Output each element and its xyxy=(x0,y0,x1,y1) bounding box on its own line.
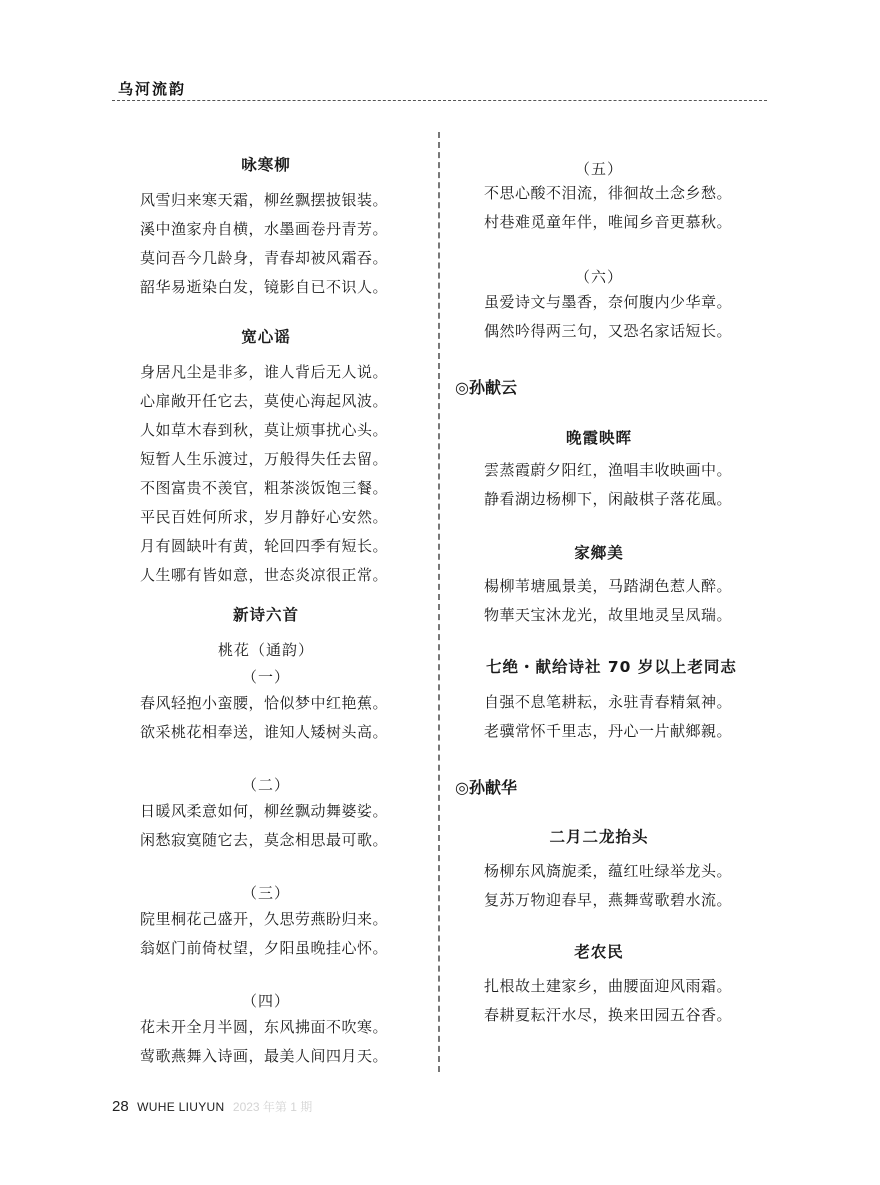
part-label: （一） xyxy=(241,668,290,686)
poem-line: 人如草木春到秋，莫让烦事扰心头。 xyxy=(140,421,389,439)
part-label: （五） xyxy=(574,160,623,178)
poem-line: 老骥常怀千里志，丹心一片献鄉親。 xyxy=(484,722,733,740)
magazine-name: WUHE LIUYUN xyxy=(137,1100,225,1114)
part-label: （六） xyxy=(574,268,623,286)
poem-body xyxy=(140,1013,392,1071)
poem-line: 闲愁寂寞随它去，莫念相思最可歌。 xyxy=(140,831,389,849)
poem-line: 莺歌燕舞入诗画，最美人间四月天。 xyxy=(140,1047,389,1065)
author-name: ◎孙献云 xyxy=(455,378,517,397)
poem-body xyxy=(140,689,392,747)
poem-title: 老农民 xyxy=(574,943,624,961)
author-name: ◎孙献华 xyxy=(455,778,517,797)
poem-line: 日暖风柔意如何，柳丝飘动舞婆娑。 xyxy=(140,802,389,820)
poem-line: 春风轻抱小蛮腰，恰似梦中红艳蕉。 xyxy=(140,694,389,712)
part-label: （三） xyxy=(241,884,290,902)
part-label: （四） xyxy=(241,992,290,1010)
column-divider xyxy=(438,132,440,1072)
poem-body xyxy=(484,972,784,1030)
page-number: 28 xyxy=(112,1098,129,1115)
poem-line: 院里桐花己盛开，久思劳燕盼归来。 xyxy=(140,910,389,928)
poem-body xyxy=(140,797,392,855)
poem-line: 不思心酸不泪流，徘徊故土念乡愁。 xyxy=(484,184,733,202)
poem-line: 楊柳苇塘風景美，马踏湖色惹人醉。 xyxy=(484,577,733,595)
poem-body xyxy=(484,456,784,514)
poem-line: 月有圆缺叶有黄，轮回四季有短长。 xyxy=(140,537,389,555)
part-label: （二） xyxy=(241,776,290,794)
poem-line: 虽爱诗文与墨香，奈何腹内少华章。 xyxy=(484,293,733,311)
poem-line: 短暂人生乐渡过，万般得失任去留。 xyxy=(140,450,389,468)
poem-title: 二月二龙抬头 xyxy=(549,828,649,846)
poem-title: 新诗六首 xyxy=(232,606,299,624)
poem-line: 复苏万物迎春早，燕舞莺歌碧水流。 xyxy=(484,891,733,909)
poem-line: 欲采桃花相奉送，谁知人矮树头高。 xyxy=(140,723,389,741)
poem-line: 物華天宝沐龙光，故里地灵呈凤瑞。 xyxy=(484,606,733,624)
poem-title: 家鄉美 xyxy=(574,544,624,562)
poem-body xyxy=(484,572,784,630)
poem-line: 莫问吾今几龄身，青春却被风霜吞。 xyxy=(140,249,389,267)
page-header-title: 乌河流韵 xyxy=(118,80,187,98)
poem-line: 翁妪门前倚杖望，夕阳虽晚挂心怀。 xyxy=(140,939,389,957)
issue-label: 2023 年第 1 期 xyxy=(232,1100,313,1114)
poem-body xyxy=(140,905,392,963)
poem-line: 雲蒸霞蔚夕阳红，渔唱丰收映画中。 xyxy=(484,461,733,479)
poem-line: 自强不息笔耕耘，永驻青春精氣神。 xyxy=(484,693,733,711)
poem-title: 七绝・献给诗社 70 岁以上老同志 xyxy=(486,658,737,676)
poem-title: 咏寒柳 xyxy=(241,156,291,174)
poem-line: 杨柳东风旖旎柔，蕴红吐绿举龙头。 xyxy=(484,862,733,880)
poem-line: 溪中渔家舟自横，水墨画卷丹青芳。 xyxy=(140,220,389,238)
poem-line: 身居凡尘是非多，谁人背后无人说。 xyxy=(140,363,389,381)
poem-body xyxy=(140,358,392,590)
poem-line: 风雪归来寒天霜，柳丝飘摆披银装。 xyxy=(140,191,389,209)
poem-line: 扎根故土建家乡，曲腰面迎风雨霜。 xyxy=(484,977,733,995)
poem-line: 花未开全月半圆，东风拂面不吹寒。 xyxy=(140,1018,389,1036)
poem-line: 偶然吟得两三句，又恐名家话短长。 xyxy=(484,322,733,340)
poem-body xyxy=(484,179,784,237)
poem-body xyxy=(484,288,784,346)
poem-line: 村巷难觅童年伴，唯闻乡音更慕秋。 xyxy=(484,213,733,231)
poem-line: 韶华易逝染白发，镜影自已不识人。 xyxy=(140,278,389,296)
page-footer xyxy=(112,1098,312,1116)
poem-line: 春耕夏耘汗水尽，换来田园五谷香。 xyxy=(484,1006,733,1024)
poem-line: 平民百姓何所求，岁月静好心安然。 xyxy=(140,508,389,526)
poem-line: 不图富贵不羡官，粗茶淡饭饱三餐。 xyxy=(140,479,389,497)
poem-title: 晚霞映晖 xyxy=(565,429,632,447)
poem-subtitle: 桃花（通韵） xyxy=(217,641,314,659)
poem-title: 宽心谣 xyxy=(241,328,291,346)
poem-line: 静看湖边杨柳下，闲敲棋子落花風。 xyxy=(484,490,733,508)
poem-line: 人生哪有皆如意，世态炎凉很正常。 xyxy=(140,566,389,584)
poem-body xyxy=(484,688,784,746)
poem-body xyxy=(484,857,784,915)
poem-body xyxy=(140,186,392,302)
header-rule xyxy=(112,100,767,101)
poem-line: 心扉敞开任它去，莫使心海起风波。 xyxy=(140,392,389,410)
